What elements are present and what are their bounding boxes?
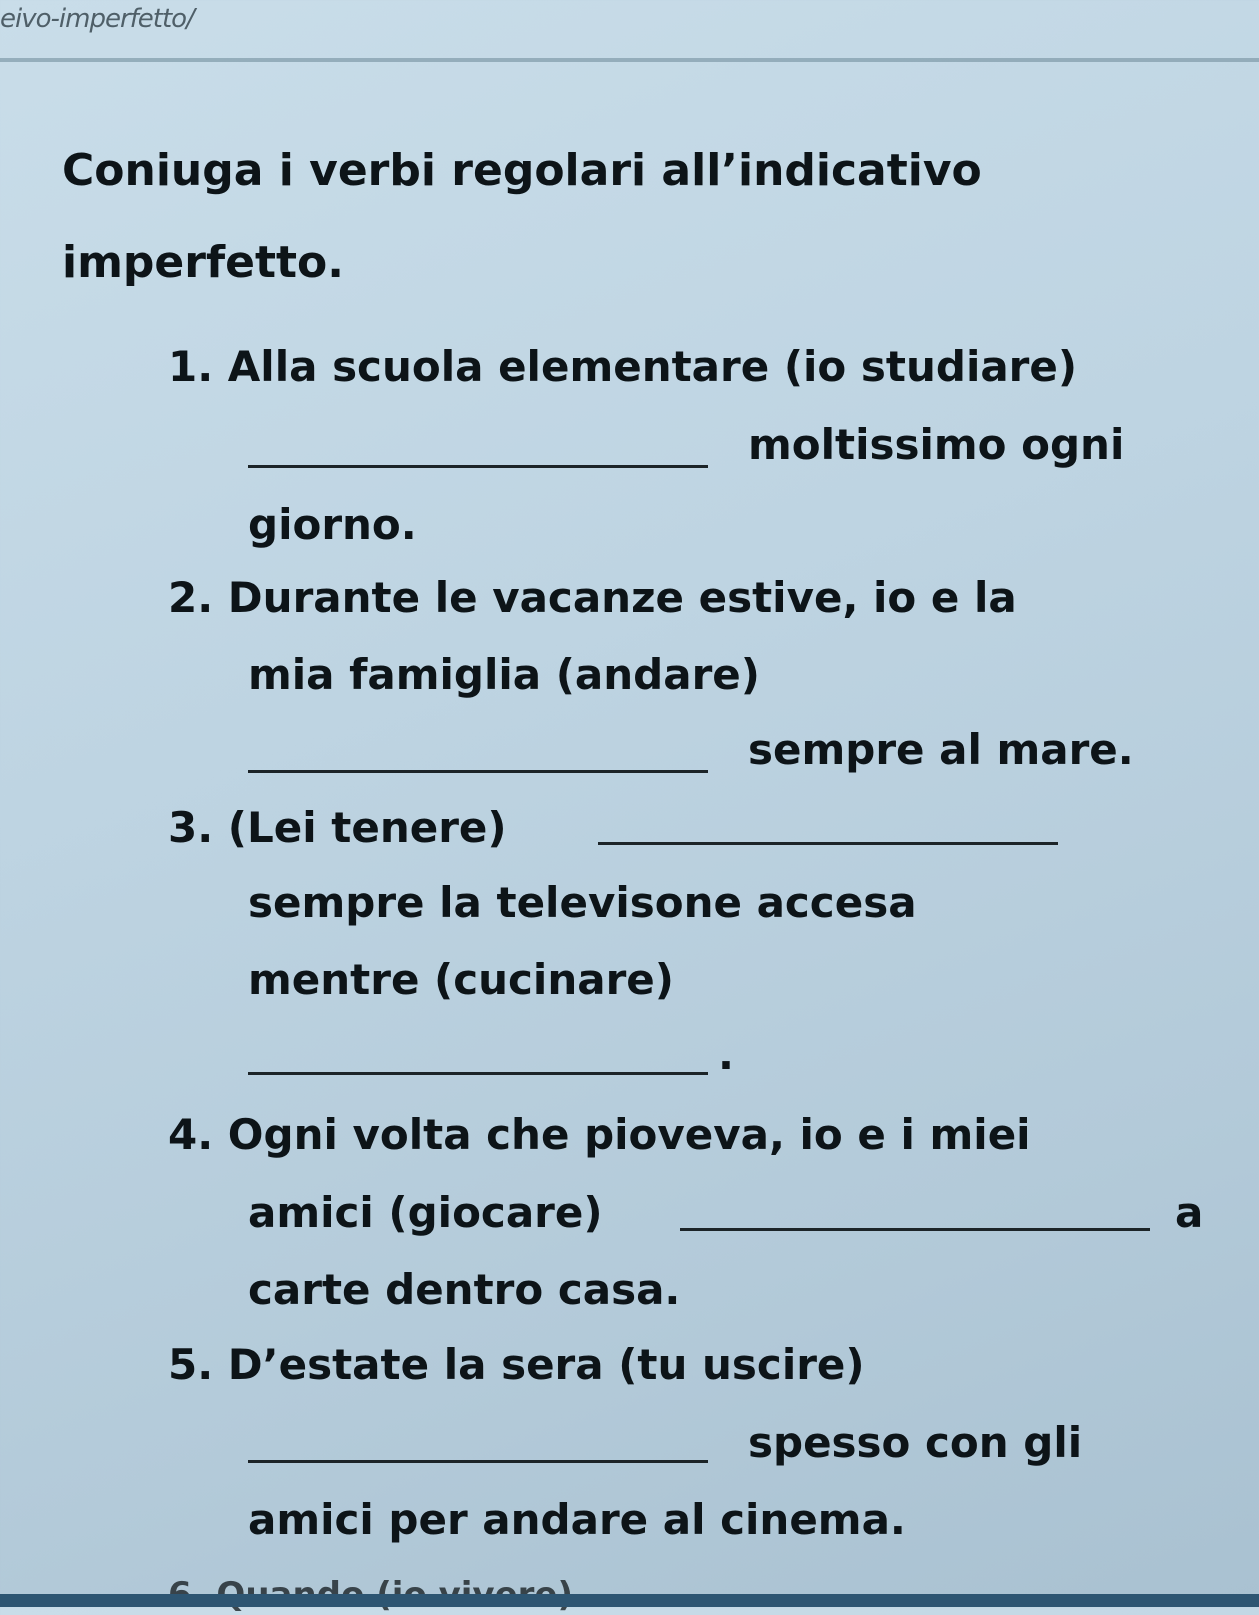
item-4-line-1: 4. Ogni volta che pioveva, io e i miei — [168, 1110, 1031, 1159]
page-header — [0, 0, 1259, 68]
item-2-line-2: mia famiglia (andare) — [248, 650, 760, 699]
item-5-blank[interactable] — [248, 1460, 708, 1463]
item-3-blank-1[interactable] — [598, 842, 1058, 845]
header-divider — [0, 58, 1259, 62]
item-2-line-3: sempre al mare. — [748, 725, 1134, 774]
item-4-line-3: carte dentro casa. — [248, 1265, 681, 1314]
item-3-line-3: mentre (cucinare) — [248, 955, 674, 1004]
item-4-line-2: amici (giocare) — [248, 1188, 603, 1237]
item-1-line-1: 1. Alla scuola elementare (io studiare) — [168, 342, 1078, 391]
item-3-blank-2[interactable] — [248, 1072, 708, 1075]
item-4-connector: a — [1175, 1188, 1204, 1237]
item-3-line-2: sempre la televisone accesa — [248, 878, 917, 927]
item-2-blank[interactable] — [248, 770, 708, 773]
exercise-title: Coniuga i verbi regolari all’indicativo imperfetto. — [62, 145, 982, 288]
item-5-line-3: amici per andare al cinema. — [248, 1495, 906, 1544]
item-1-line-3: giorno. — [248, 500, 417, 549]
item-2-line-1: 2. Durante le vacanze estive, io e la — [168, 573, 1017, 622]
item-3-period: . — [718, 1030, 734, 1079]
item-3-line-1: 3. (Lei tenere) — [168, 803, 507, 852]
item-5-line-1: 5. D’estate la sera (tu uscire) — [168, 1340, 865, 1389]
item-1-blank[interactable] — [248, 465, 708, 468]
item-5-line-2: spesso con gli — [748, 1418, 1083, 1467]
item-1-line-2: moltissimo ogni — [748, 420, 1125, 469]
item-4-blank[interactable] — [680, 1228, 1150, 1231]
bottom-edge — [0, 1594, 1259, 1607]
header-fragment: eivo-imperfetto/ — [0, 4, 194, 34]
